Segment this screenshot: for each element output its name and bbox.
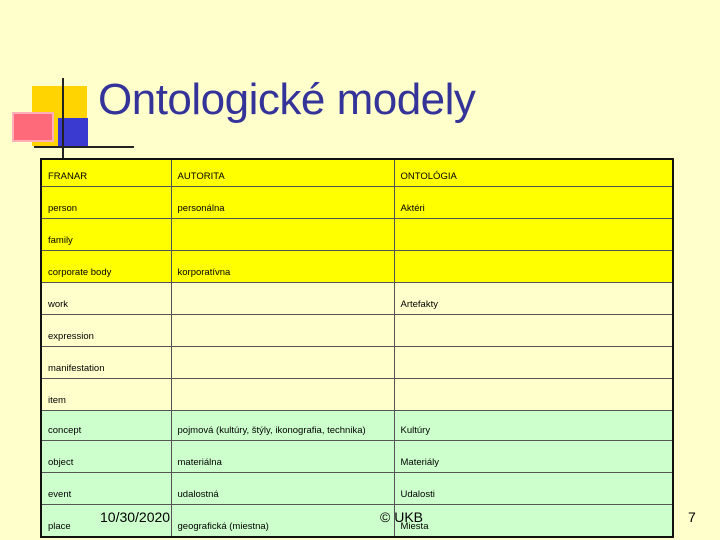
table-row — [41, 159, 673, 187]
table-cell: expression — [41, 315, 171, 347]
table-cell — [171, 315, 394, 347]
table-row — [41, 379, 673, 411]
table-row — [41, 473, 673, 505]
table-cell: korporatívna — [171, 251, 394, 283]
table-cell — [171, 219, 394, 251]
decorative-red-square — [12, 112, 54, 142]
table-cell: Materiály — [394, 441, 673, 473]
table-cell: place — [41, 505, 171, 538]
footer-copyright: © UKB — [380, 509, 423, 525]
table-cell: object — [41, 441, 171, 473]
table-row — [41, 315, 673, 347]
table-cell: Miesta — [394, 505, 673, 538]
table-cell: Artefakty — [394, 283, 673, 315]
table-cell: pojmová (kultúry, štýly, ikonografia, technika) — [171, 411, 394, 441]
table-row — [41, 283, 673, 315]
footer-date: 10/30/2020 — [100, 509, 171, 525]
table-cell: concept — [41, 411, 171, 441]
page-number: 7 — [688, 509, 696, 525]
table-cell: FRANAR — [41, 159, 171, 187]
table-row — [41, 219, 673, 251]
table-cell: person — [41, 187, 171, 219]
table-cell — [171, 283, 394, 315]
table-cell — [394, 379, 673, 411]
table-cell: materiálna — [171, 441, 394, 473]
table-cell — [171, 379, 394, 411]
table-cell — [394, 347, 673, 379]
table-cell: geografická (miestna) — [171, 505, 394, 538]
table-cell — [394, 315, 673, 347]
table-cell: item — [41, 379, 171, 411]
table-cell: AUTORITA — [171, 159, 394, 187]
ontology-table — [40, 158, 674, 538]
table-cell — [394, 219, 673, 251]
table-row — [41, 411, 673, 441]
table-row — [41, 251, 673, 283]
table-cell: work — [41, 283, 171, 315]
table-cell: event — [41, 473, 171, 505]
table-cell: Kultúry — [394, 411, 673, 441]
table-row — [41, 187, 673, 219]
table-cell: udalostná — [171, 473, 394, 505]
table-cell: Udalosti — [394, 473, 673, 505]
table-row — [41, 441, 673, 473]
decorative-horizontal-line — [34, 146, 134, 148]
table-cell — [171, 347, 394, 379]
table-cell: manifestation — [41, 347, 171, 379]
table-cell: family — [41, 219, 171, 251]
slide-title: Ontologické modely — [98, 75, 476, 124]
table-row — [41, 347, 673, 379]
table-cell: Aktéri — [394, 187, 673, 219]
table-cell: personálna — [171, 187, 394, 219]
table-cell: corporate body — [41, 251, 171, 283]
table-cell: ONTOLÓGIA — [394, 159, 673, 187]
table-cell — [394, 251, 673, 283]
